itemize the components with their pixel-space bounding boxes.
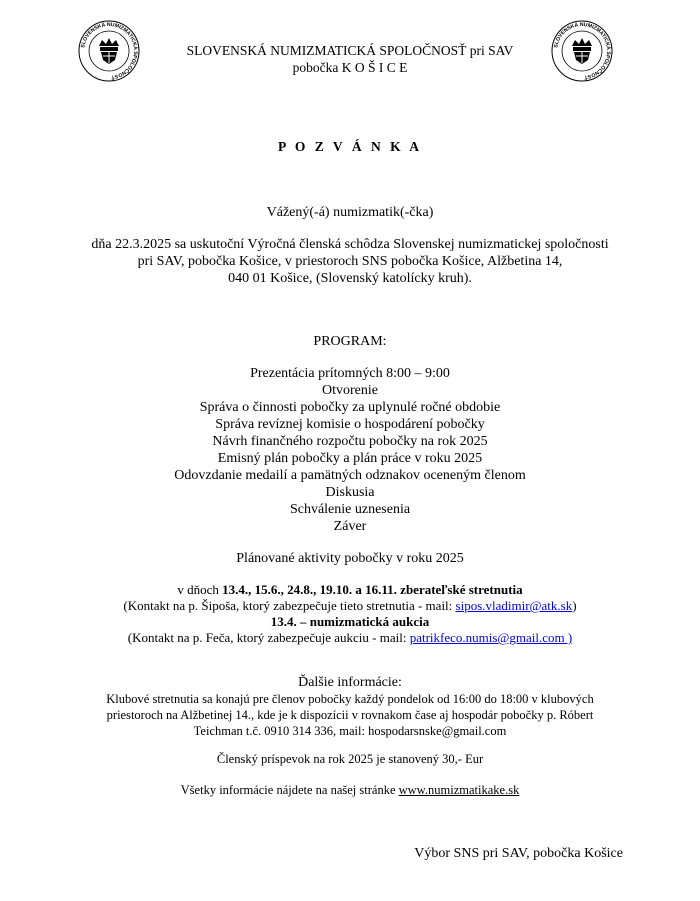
program-item: Schválenie uznesenia xyxy=(289,502,411,517)
further-info-line: Klubové stretnutia sa konajú pre členov pobočky každý pondelok od 16:00 do 18:00 v klubových xyxy=(106,692,594,706)
seal-emblem-icon xyxy=(551,20,613,82)
program-item: Prezentácia prítomných 8:00 – 9:00 xyxy=(250,366,450,381)
further-info-line: Teichman t.č. 0910 314 336, mail: hospodarsnske@gmail.com xyxy=(193,724,507,738)
program-list xyxy=(0,365,700,535)
program-item: Emisný plán pobočky a plán práce v roku 2025 xyxy=(217,451,483,466)
program-item: Otvorenie xyxy=(322,383,378,398)
auction-contact-text: (Kontakt na p. Feča, ktorý zabezpečuje aukciu - mail: xyxy=(127,630,410,645)
website-link[interactable]: www.numizmatikake.sk xyxy=(398,783,520,797)
meetings-contact-close: ) xyxy=(572,598,577,613)
program-item: Správa o činnosti pobočky za uplynulé ročné obdobie xyxy=(199,400,501,415)
program-item: Správa revíznej komisie o hospodárení pobočky xyxy=(215,417,485,432)
auction-title: 13.4. – numizmatická aukcia xyxy=(270,614,430,629)
svg-text:SLOVENSKÁ NUMIZMATICKÁ SPOLOČN: SLOVENSKÁ NUMIZMATICKÁ SPOLOČNOSŤ xyxy=(80,21,139,80)
meetings-email-link[interactable]: sipos.vladimir@atk.sk xyxy=(455,598,573,613)
auction-email-link[interactable]: patrikfeco.numis@gmail.com ) xyxy=(409,630,573,645)
membership-fee: Členský príspevok na rok 2025 je stanovený 30,- Eur xyxy=(216,752,484,766)
society-seal-right xyxy=(551,20,613,82)
website-prefix: Všetky informácie nájdete na našej stránke xyxy=(180,783,399,797)
auction-contact xyxy=(0,630,700,647)
meetings-contact xyxy=(0,598,700,615)
intro-line: 040 01 Košice, (Slovenský katolícky kruh). xyxy=(228,271,472,286)
intro-line: pri SAV, pobočka Košice, v priestoroch SNS pobočka Košice, Alžbetina 14, xyxy=(137,254,563,269)
program-heading: PROGRAM: xyxy=(313,334,387,349)
greeting: Vážený(-á) numizmatik(-čka) xyxy=(266,205,434,220)
activities-heading: Plánované aktivity pobočky v roku 2025 xyxy=(236,551,464,566)
program-item: Návrh finančného rozpočtu pobočky na rok 2025 xyxy=(212,434,488,449)
svg-text:SLOVENSKÁ NUMIZMATICKÁ SPOLOČN: SLOVENSKÁ NUMIZMATICKÁ SPOLOČNOSŤ xyxy=(553,21,612,80)
meetings-line xyxy=(0,582,700,599)
website-line xyxy=(0,782,700,798)
society-seal-left xyxy=(78,20,140,82)
auction-line xyxy=(0,614,700,631)
header-society-name: SLOVENSKÁ NUMIZMATICKÁ SPOLOČNOSŤ pri SAV xyxy=(186,43,514,58)
program-item: Odovzdanie medailí a pamätných odznakov oceneným členom xyxy=(174,468,526,483)
meetings-contact-text: (Kontakt na p. Šipoša, ktorý zabezpečuje tieto stretnutia - mail: xyxy=(123,598,456,613)
program-item: Záver xyxy=(333,519,367,534)
further-info-line: priestoroch na Alžbetinej 14., kde je k dispozícii v rovnakom čase aj hospodár pobočky p. Róbert xyxy=(106,708,594,722)
seal-emblem-icon xyxy=(78,20,140,82)
invitation-title: P O Z V Á N K A xyxy=(278,139,422,154)
further-info-heading: Ďalšie informácie: xyxy=(298,675,402,690)
header-branch: pobočka K O Š I C E xyxy=(292,60,408,75)
signature: Výbor SNS pri SAV, pobočka Košice xyxy=(414,846,623,861)
program-item: Diskusia xyxy=(325,485,375,500)
intro-line: dňa 22.3.2025 sa uskutoční Výročná členská schôdza Slovenskej numizmatickej spoločnosti xyxy=(91,237,609,252)
meetings-prefix: v dňoch xyxy=(177,582,223,597)
meetings-dates: 13.4., 15.6., 24.8., 19.10. a 16.11. zberateľské stretnutia xyxy=(222,582,523,597)
